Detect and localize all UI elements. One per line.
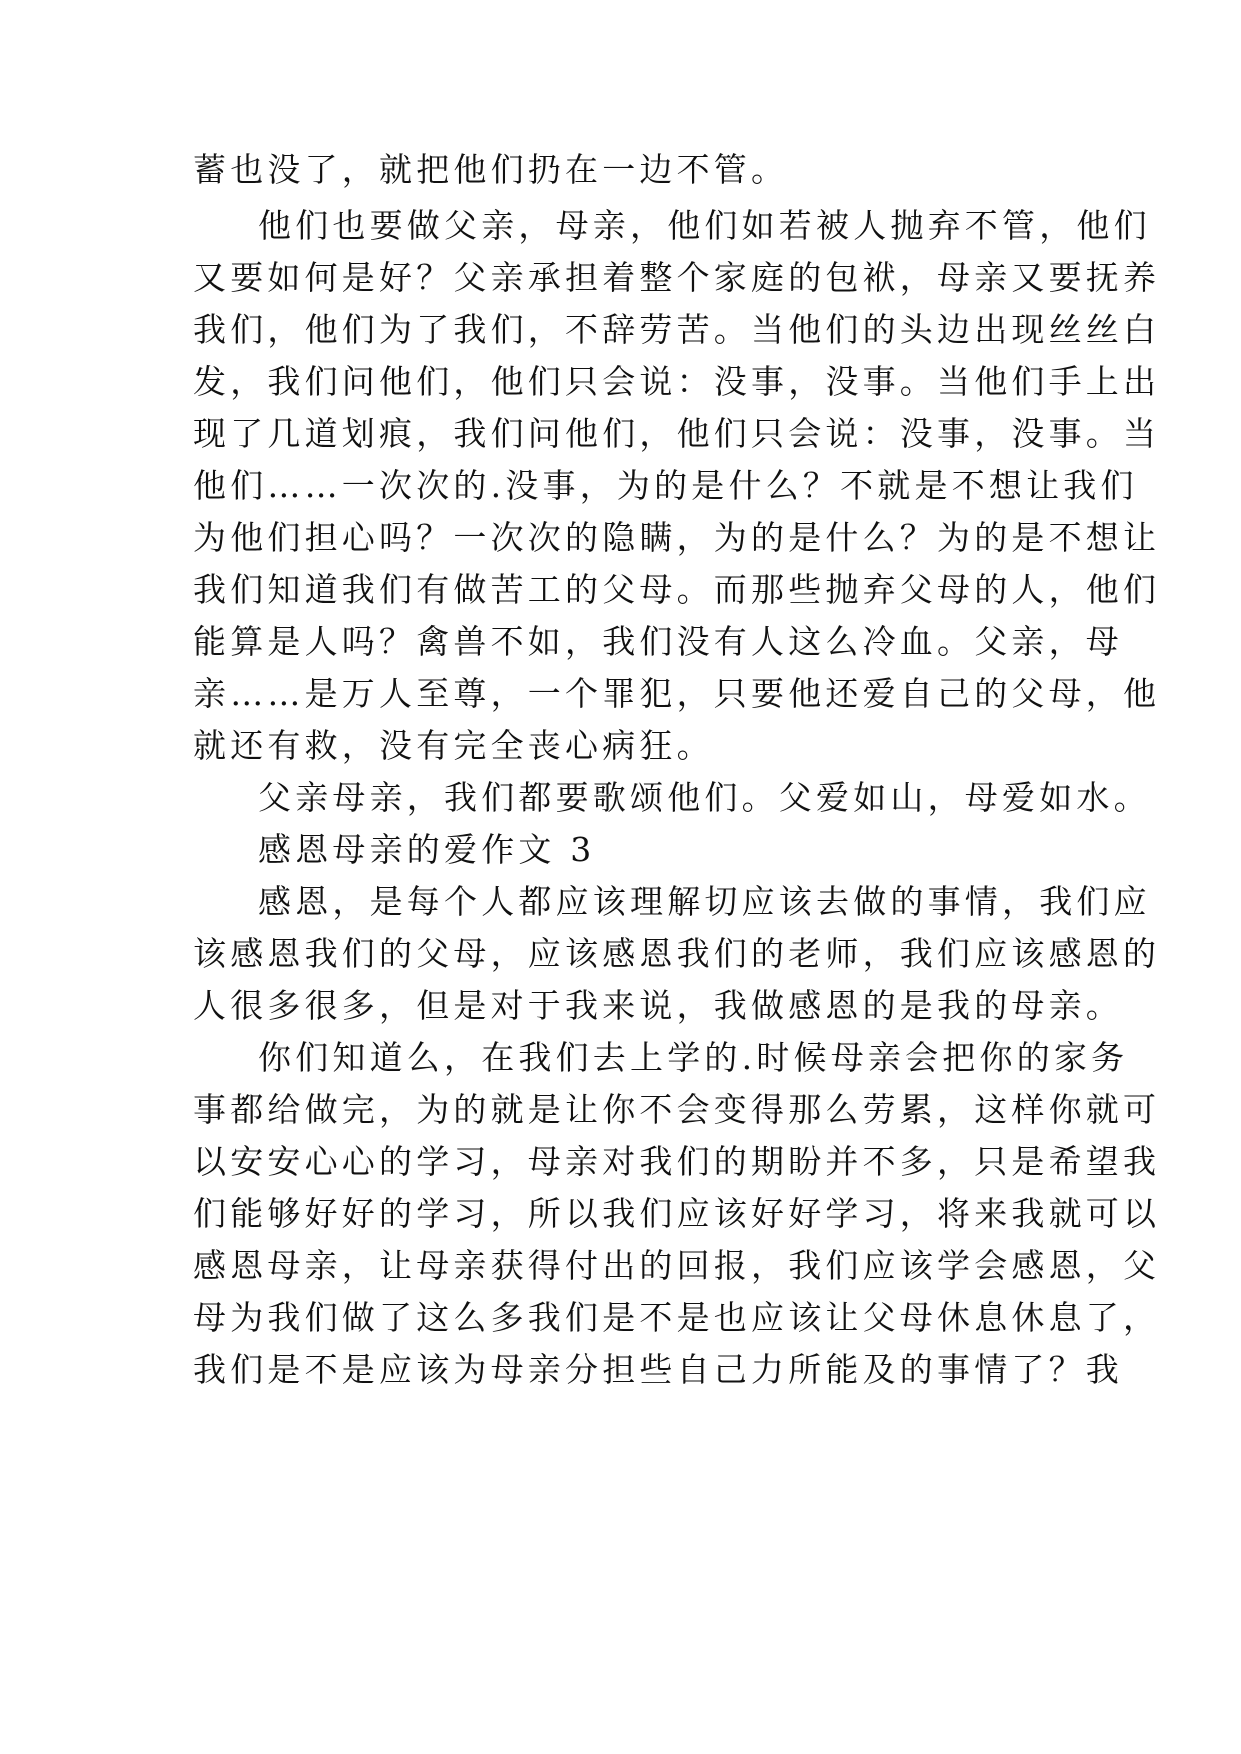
- text-line: 就还有救，没有完全丧心病狂。: [193, 726, 714, 765]
- text-line: 人很多很多，但是对于我来说，我做感恩的是我的母亲。: [193, 986, 1123, 1025]
- text-line: 我们是不是应该为母亲分担些自己力所能及的事情了？我: [193, 1350, 1123, 1389]
- text-line: 我们，他们为了我们，不辞劳苦。当他们的头边出现丝丝白: [193, 310, 1161, 349]
- text-line: 以安安心心的学习，母亲对我们的期盼并不多，只是希望我: [193, 1142, 1161, 1181]
- paragraph-start: 他们也要做父亲，母亲，他们如若被人抛弃不管，他们: [258, 206, 1151, 245]
- text-line: 母为我们做了这么多我们是不是也应该让父母休息休息了，: [193, 1298, 1161, 1337]
- text-line: 我们知道我们有做苦工的父母。而那些抛弃父母的人，他们: [193, 570, 1161, 609]
- section-heading: 感恩母亲的爱作文 3: [258, 830, 596, 869]
- text-line: 亲……是万人至尊，一个罪犯，只要他还爱自己的父母，他: [193, 674, 1161, 713]
- text-line: 现了几道划痕，我们问他们，他们只会说：没事，没事。当: [193, 414, 1161, 453]
- text-line: 能算是人吗？禽兽不如，我们没有人这么冷血。父亲，母: [193, 622, 1123, 661]
- text-line: 们能够好好的学习，所以我们应该好好学习，将来我就可以: [193, 1194, 1161, 1233]
- paragraph-start: 你们知道么，在我们去上学的.时候母亲会把你的家务: [258, 1038, 1129, 1077]
- text-line: 事都给做完，为的就是让你不会变得那么劳累，这样你就可: [193, 1090, 1161, 1129]
- text-line: 感恩母亲，让母亲获得付出的回报，我们应该学会感恩，父: [193, 1246, 1161, 1285]
- paragraph-start: 父亲母亲，我们都要歌颂他们。父爱如山，母爱如水。: [258, 778, 1151, 817]
- text-line: 为他们担心吗？一次次的隐瞒，为的是什么？为的是不想让: [193, 518, 1161, 557]
- text-line: 蓄也没了，就把他们扔在一边不管。: [193, 150, 789, 189]
- text-line: 发，我们问他们，他们只会说：没事，没事。当他们手上出: [193, 362, 1161, 401]
- text-line: 该感恩我们的父母，应该感恩我们的老师，我们应该感恩的: [193, 934, 1161, 973]
- paragraph-start: 感恩，是每个人都应该理解切应该去做的事情，我们应: [258, 882, 1151, 921]
- text-line: 又要如何是好？父亲承担着整个家庭的包袱，母亲又要抚养: [193, 258, 1161, 297]
- text-line: 他们……一次次的.没事，为的是什么？不就是不想让我们: [193, 466, 1138, 505]
